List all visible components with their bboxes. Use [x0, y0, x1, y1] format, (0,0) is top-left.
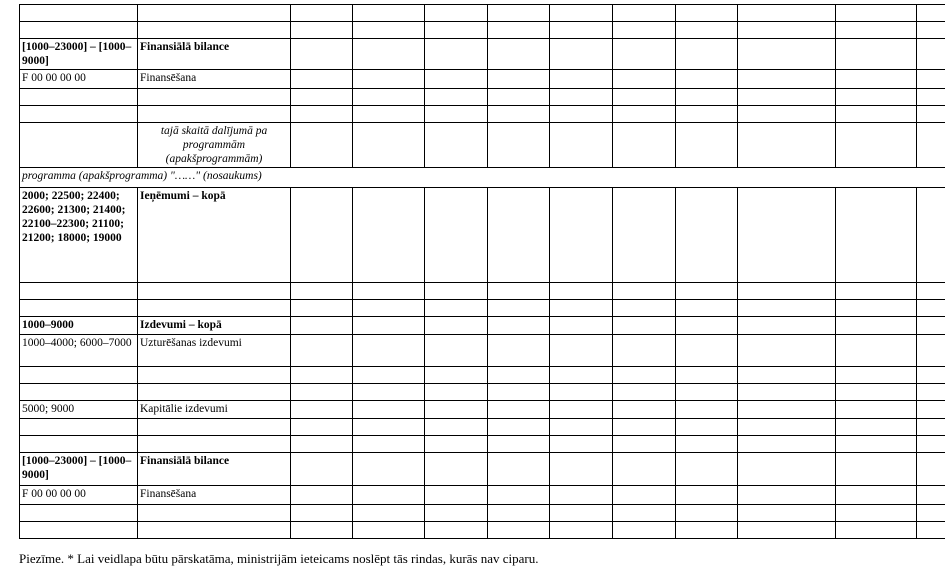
value-cell: [353, 401, 425, 419]
value-cell: [488, 283, 550, 300]
value-cell: [738, 188, 836, 283]
value-cell: [917, 70, 945, 89]
label-cell: [138, 283, 291, 300]
value-cell: [917, 188, 945, 283]
value-cell: [353, 300, 425, 317]
value-cell: [488, 384, 550, 401]
value-cell: [291, 317, 353, 335]
value-cell: [613, 367, 676, 384]
code-cell: F 00 00 00 00: [20, 486, 138, 505]
table-row: [20, 283, 945, 300]
value-cell: [738, 89, 836, 106]
value-cell: [353, 70, 425, 89]
value-cell: [550, 522, 613, 539]
value-cell: [353, 522, 425, 539]
label-cell: [138, 22, 291, 39]
table-row: [20, 367, 945, 384]
program-row-label: programma (apakšprogramma) "……" (nosaukums): [20, 168, 945, 188]
value-cell: [917, 123, 945, 168]
label-cell: [138, 384, 291, 401]
value-cell: [613, 317, 676, 335]
value-cell: [613, 39, 676, 70]
value-cell: [676, 5, 738, 22]
value-cell: [676, 89, 738, 106]
value-cell: [917, 367, 945, 384]
value-cell: [425, 453, 488, 486]
value-cell: [353, 39, 425, 70]
value-cell: [425, 401, 488, 419]
value-cell: [550, 39, 613, 70]
value-cell: [353, 22, 425, 39]
value-cell: [550, 317, 613, 335]
table-row: [20, 89, 945, 106]
value-cell: [550, 384, 613, 401]
code-cell: F 00 00 00 00: [20, 70, 138, 89]
value-cell: [353, 436, 425, 453]
value-cell: [676, 188, 738, 283]
value-cell: [917, 436, 945, 453]
code-cell: [20, 283, 138, 300]
value-cell: [488, 123, 550, 168]
value-cell: [613, 300, 676, 317]
value-cell: [353, 505, 425, 522]
value-cell: [353, 5, 425, 22]
value-cell: [425, 436, 488, 453]
code-cell: 2000; 22500; 22400; 22600; 21300; 21400; 22100–22300; 21100; 21200; 18000; 19000: [20, 188, 138, 283]
value-cell: [291, 436, 353, 453]
value-cell: [613, 335, 676, 367]
code-cell: [20, 89, 138, 106]
value-cell: [613, 522, 676, 539]
value-cell: [488, 89, 550, 106]
value-cell: [550, 300, 613, 317]
value-cell: [836, 283, 917, 300]
value-cell: [676, 486, 738, 505]
table-row: [20, 335, 945, 367]
value-cell: [613, 283, 676, 300]
value-cell: [917, 22, 945, 39]
value-cell: [676, 22, 738, 39]
value-cell: [488, 70, 550, 89]
table-row: [20, 505, 945, 522]
code-cell: [20, 522, 138, 539]
value-cell: [291, 22, 353, 39]
value-cell: [836, 453, 917, 486]
value-cell: [836, 188, 917, 283]
value-cell: [353, 367, 425, 384]
table-row: [20, 188, 945, 283]
table-row: [20, 486, 945, 505]
value-cell: [676, 39, 738, 70]
label-cell: Finansēšana: [138, 486, 291, 505]
value-cell: [917, 505, 945, 522]
value-cell: [550, 367, 613, 384]
value-cell: [613, 419, 676, 436]
value-cell: [836, 486, 917, 505]
value-cell: [425, 123, 488, 168]
code-cell: [20, 5, 138, 22]
value-cell: [738, 300, 836, 317]
code-cell: [1000–23000] – [1000–9000]: [20, 39, 138, 70]
value-cell: [738, 335, 836, 367]
value-cell: [488, 453, 550, 486]
table-row: [20, 168, 945, 188]
value-cell: [613, 453, 676, 486]
value-cell: [425, 39, 488, 70]
label-cell: Finansiālā bilance: [138, 453, 291, 486]
value-cell: [425, 384, 488, 401]
value-cell: [738, 283, 836, 300]
table-row: [20, 22, 945, 39]
value-cell: [917, 5, 945, 22]
value-cell: [291, 89, 353, 106]
value-cell: [917, 335, 945, 367]
table-row: [20, 419, 945, 436]
value-cell: [738, 123, 836, 168]
value-cell: [917, 401, 945, 419]
label-cell: [138, 5, 291, 22]
label-cell: [138, 419, 291, 436]
value-cell: [738, 5, 836, 22]
value-cell: [353, 453, 425, 486]
table-row: [20, 106, 945, 123]
value-cell: [425, 5, 488, 22]
value-cell: [550, 106, 613, 123]
value-cell: [917, 300, 945, 317]
value-cell: [488, 505, 550, 522]
value-cell: [425, 367, 488, 384]
value-cell: [353, 384, 425, 401]
value-cell: [738, 505, 836, 522]
table-row: [20, 70, 945, 89]
value-cell: [291, 123, 353, 168]
value-cell: [738, 453, 836, 486]
value-cell: [488, 5, 550, 22]
value-cell: [738, 317, 836, 335]
value-cell: [676, 453, 738, 486]
label-cell: tajā skaitā dalījumā pa programmām (apakšprogrammām): [138, 123, 291, 168]
label-cell: [138, 505, 291, 522]
value-cell: [613, 5, 676, 22]
value-cell: [613, 188, 676, 283]
label-cell: [138, 436, 291, 453]
value-cell: [550, 486, 613, 505]
code-cell: [20, 419, 138, 436]
value-cell: [291, 367, 353, 384]
value-cell: [550, 419, 613, 436]
value-cell: [550, 123, 613, 168]
value-cell: [738, 106, 836, 123]
value-cell: [676, 419, 738, 436]
label-cell: [138, 522, 291, 539]
value-cell: [917, 419, 945, 436]
value-cell: [917, 453, 945, 486]
value-cell: [738, 39, 836, 70]
value-cell: [291, 283, 353, 300]
value-cell: [488, 300, 550, 317]
label-cell: Kapitālie izdevumi: [138, 401, 291, 419]
value-cell: [488, 401, 550, 419]
code-cell: [20, 106, 138, 123]
value-cell: [676, 367, 738, 384]
value-cell: [836, 317, 917, 335]
value-cell: [291, 70, 353, 89]
value-cell: [488, 22, 550, 39]
value-cell: [353, 89, 425, 106]
value-cell: [676, 300, 738, 317]
code-cell: [1000–23000] – [1000–9000]: [20, 453, 138, 486]
value-cell: [738, 486, 836, 505]
value-cell: [425, 106, 488, 123]
value-cell: [676, 522, 738, 539]
value-cell: [836, 5, 917, 22]
code-cell: [20, 22, 138, 39]
value-cell: [550, 335, 613, 367]
code-cell: [20, 367, 138, 384]
value-cell: [291, 335, 353, 367]
value-cell: [353, 486, 425, 505]
value-cell: [613, 22, 676, 39]
value-cell: [836, 70, 917, 89]
code-cell: [20, 123, 138, 168]
label-cell: [138, 300, 291, 317]
value-cell: [613, 384, 676, 401]
value-cell: [550, 5, 613, 22]
value-cell: [676, 401, 738, 419]
value-cell: [291, 39, 353, 70]
value-cell: [425, 522, 488, 539]
table-row: [20, 401, 945, 419]
value-cell: [291, 188, 353, 283]
value-cell: [550, 283, 613, 300]
value-cell: [291, 522, 353, 539]
value-cell: [738, 22, 836, 39]
value-cell: [291, 300, 353, 317]
value-cell: [836, 22, 917, 39]
table-row: [20, 300, 945, 317]
value-cell: [917, 106, 945, 123]
value-cell: [917, 486, 945, 505]
value-cell: [291, 401, 353, 419]
value-cell: [836, 384, 917, 401]
value-cell: [550, 188, 613, 283]
value-cell: [613, 106, 676, 123]
value-cell: [425, 283, 488, 300]
value-cell: [613, 505, 676, 522]
value-cell: [291, 419, 353, 436]
value-cell: [291, 5, 353, 22]
value-cell: [425, 419, 488, 436]
value-cell: [676, 335, 738, 367]
value-cell: [550, 436, 613, 453]
value-cell: [836, 89, 917, 106]
value-cell: [550, 401, 613, 419]
value-cell: [550, 89, 613, 106]
label-cell: Izdevumi – kopā: [138, 317, 291, 335]
budget-table: [19, 4, 945, 539]
value-cell: [676, 317, 738, 335]
value-cell: [613, 401, 676, 419]
value-cell: [488, 317, 550, 335]
value-cell: [488, 419, 550, 436]
value-cell: [676, 436, 738, 453]
table-row: [20, 384, 945, 401]
value-cell: [425, 486, 488, 505]
value-cell: [738, 436, 836, 453]
value-cell: [676, 384, 738, 401]
value-cell: [676, 123, 738, 168]
value-cell: [613, 436, 676, 453]
value-cell: [550, 22, 613, 39]
value-cell: [836, 335, 917, 367]
value-cell: [836, 367, 917, 384]
value-cell: [291, 505, 353, 522]
value-cell: [488, 522, 550, 539]
value-cell: [836, 401, 917, 419]
value-cell: [353, 123, 425, 168]
value-cell: [353, 283, 425, 300]
value-cell: [550, 70, 613, 89]
value-cell: [613, 123, 676, 168]
value-cell: [353, 317, 425, 335]
value-cell: [291, 453, 353, 486]
value-cell: [836, 419, 917, 436]
value-cell: [425, 317, 488, 335]
value-cell: [425, 335, 488, 367]
value-cell: [488, 367, 550, 384]
code-cell: [20, 436, 138, 453]
value-cell: [488, 39, 550, 70]
code-cell: 1000–4000; 6000–7000: [20, 335, 138, 367]
value-cell: [425, 300, 488, 317]
value-cell: [291, 384, 353, 401]
value-cell: [676, 70, 738, 89]
value-cell: [738, 384, 836, 401]
value-cell: [917, 384, 945, 401]
value-cell: [353, 106, 425, 123]
value-cell: [738, 401, 836, 419]
value-cell: [738, 70, 836, 89]
value-cell: [917, 522, 945, 539]
value-cell: [836, 123, 917, 168]
code-cell: 5000; 9000: [20, 401, 138, 419]
table-row: [20, 39, 945, 70]
value-cell: [836, 106, 917, 123]
value-cell: [425, 188, 488, 283]
value-cell: [425, 22, 488, 39]
table-row: [20, 5, 945, 22]
value-cell: [738, 367, 836, 384]
value-cell: [425, 505, 488, 522]
value-cell: [676, 505, 738, 522]
value-cell: [836, 522, 917, 539]
value-cell: [917, 89, 945, 106]
label-cell: Finansēšana: [138, 70, 291, 89]
value-cell: [836, 505, 917, 522]
label-cell: Ieņēmumi – kopā: [138, 188, 291, 283]
value-cell: [425, 70, 488, 89]
label-cell: [138, 106, 291, 123]
table-row: [20, 436, 945, 453]
value-cell: [836, 436, 917, 453]
code-cell: [20, 505, 138, 522]
table-row: [20, 317, 945, 335]
value-cell: [488, 436, 550, 453]
value-cell: [291, 106, 353, 123]
value-cell: [917, 283, 945, 300]
value-cell: [488, 335, 550, 367]
code-cell: [20, 384, 138, 401]
label-cell: Uzturēšanas izdevumi: [138, 335, 291, 367]
value-cell: [738, 522, 836, 539]
value-cell: [613, 486, 676, 505]
label-cell: Finansiālā bilance: [138, 39, 291, 70]
value-cell: [550, 505, 613, 522]
value-cell: [836, 39, 917, 70]
table-row: [20, 123, 945, 168]
footnote: Piezīme. * Lai veidlapa būtu pārskatāma, ministrijām ieteicams noslēpt tās rindas, kurās nav ciparu.: [19, 551, 539, 566]
value-cell: [917, 39, 945, 70]
table-row: [20, 453, 945, 486]
value-cell: [917, 317, 945, 335]
value-cell: [738, 419, 836, 436]
value-cell: [353, 188, 425, 283]
label-cell: [138, 89, 291, 106]
value-cell: [550, 453, 613, 486]
value-cell: [676, 283, 738, 300]
value-cell: [353, 419, 425, 436]
value-cell: [291, 486, 353, 505]
label-cell: [138, 367, 291, 384]
value-cell: [488, 188, 550, 283]
value-cell: [488, 486, 550, 505]
value-cell: [613, 70, 676, 89]
value-cell: [836, 300, 917, 317]
code-cell: [20, 300, 138, 317]
value-cell: [425, 89, 488, 106]
value-cell: [613, 89, 676, 106]
code-cell: 1000–9000: [20, 317, 138, 335]
value-cell: [676, 106, 738, 123]
value-cell: [488, 106, 550, 123]
table-row: [20, 522, 945, 539]
value-cell: [353, 335, 425, 367]
